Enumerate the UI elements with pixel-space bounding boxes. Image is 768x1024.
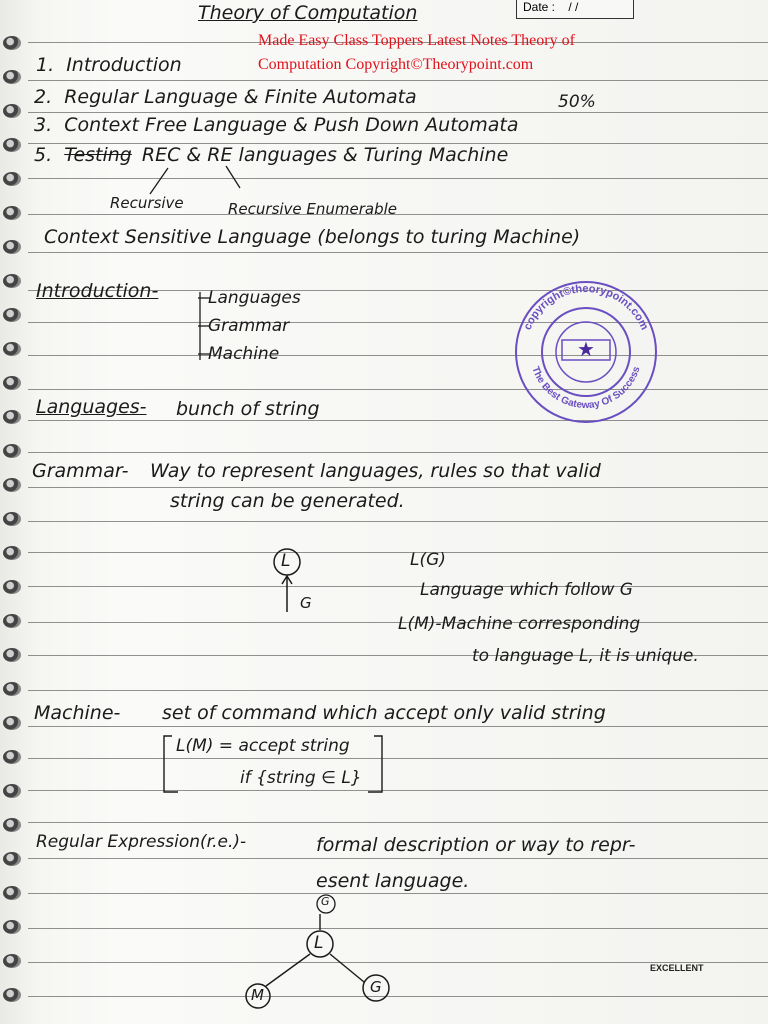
contents-item-number: 5. — [34, 144, 53, 166]
contents-item-text: REC & RE languages & Turing Machine — [141, 144, 509, 166]
lg-note-2: Language which follow G — [420, 580, 633, 600]
date-label: Date : — [523, 0, 556, 14]
regex-line-2: esent language. — [316, 870, 470, 892]
stamp-bottom-text: The Best Gateway Of Success — [529, 365, 643, 412]
lg-note-3: L(M)-Machine corresponding — [398, 614, 641, 634]
stamp-top-text: copyright©theorypoint.com — [521, 282, 651, 332]
contents-item-number: 2. — [34, 86, 53, 108]
contents-item-text: Introduction — [66, 54, 182, 76]
intro-item-languages: Languages — [208, 288, 301, 308]
csl-line: Context Sensitive Language (belongs to turing Machine) — [44, 226, 581, 248]
machine-box-line-2: if {string ∈ L} — [240, 768, 362, 788]
watermark-line-2: Computation Copyright©Theorypoint.com — [258, 56, 534, 73]
footer-brand: EXCELLENT — [650, 963, 704, 973]
tree-right-node: G — [370, 978, 382, 996]
intro-item-machine: Machine — [208, 344, 280, 364]
watermark-line-1: Made Easy Class Toppers Latest Notes Theory of — [258, 32, 575, 49]
lg-node-label: L — [281, 551, 291, 571]
tree-top-node: G — [321, 895, 330, 908]
contents-item-2-note: 50% — [558, 92, 596, 112]
regex-term: Regular Expression(r.e.)- — [36, 832, 247, 852]
regex-line-1: formal description or way to repr- — [316, 834, 636, 856]
intro-label: Introduction- — [36, 280, 159, 302]
contents-item-text: Regular Language & Finite Automata — [64, 86, 417, 108]
lg-note-1: L(G) — [410, 550, 446, 570]
tree-left-node: M — [251, 986, 264, 1004]
star-icon: ★ — [577, 337, 595, 361]
intro-item-grammar: Grammar — [208, 316, 290, 336]
machine-box-line-1: L(M) = accept string — [176, 736, 350, 756]
lg-edge-label: G — [300, 594, 312, 612]
grammar-term: Grammar- — [32, 460, 129, 482]
contents-item-number: 1. — [36, 54, 55, 76]
machine-term: Machine- — [34, 702, 121, 724]
languages-text: bunch of string — [176, 398, 320, 420]
tree-center-node: L — [314, 933, 324, 953]
contents-item-number: 3. — [34, 114, 53, 136]
rec-expansion: Recursive — [110, 194, 184, 212]
grammar-line-1: Way to represent languages, rules so that valid — [150, 460, 601, 482]
re-expansion: Recursive Enumerable — [228, 200, 398, 218]
struck-word: Testing — [64, 144, 132, 166]
page-title: Theory of Computation — [198, 2, 418, 24]
contents-item-text: Context Free Language & Push Down Automata — [64, 114, 519, 136]
languages-term: Languages- — [36, 396, 147, 418]
lg-note-4: to language L, it is unique. — [472, 646, 699, 666]
machine-text: set of command which accept only valid string — [162, 702, 606, 724]
date-value: / / — [568, 0, 579, 14]
grammar-line-2: string can be generated. — [170, 490, 405, 512]
